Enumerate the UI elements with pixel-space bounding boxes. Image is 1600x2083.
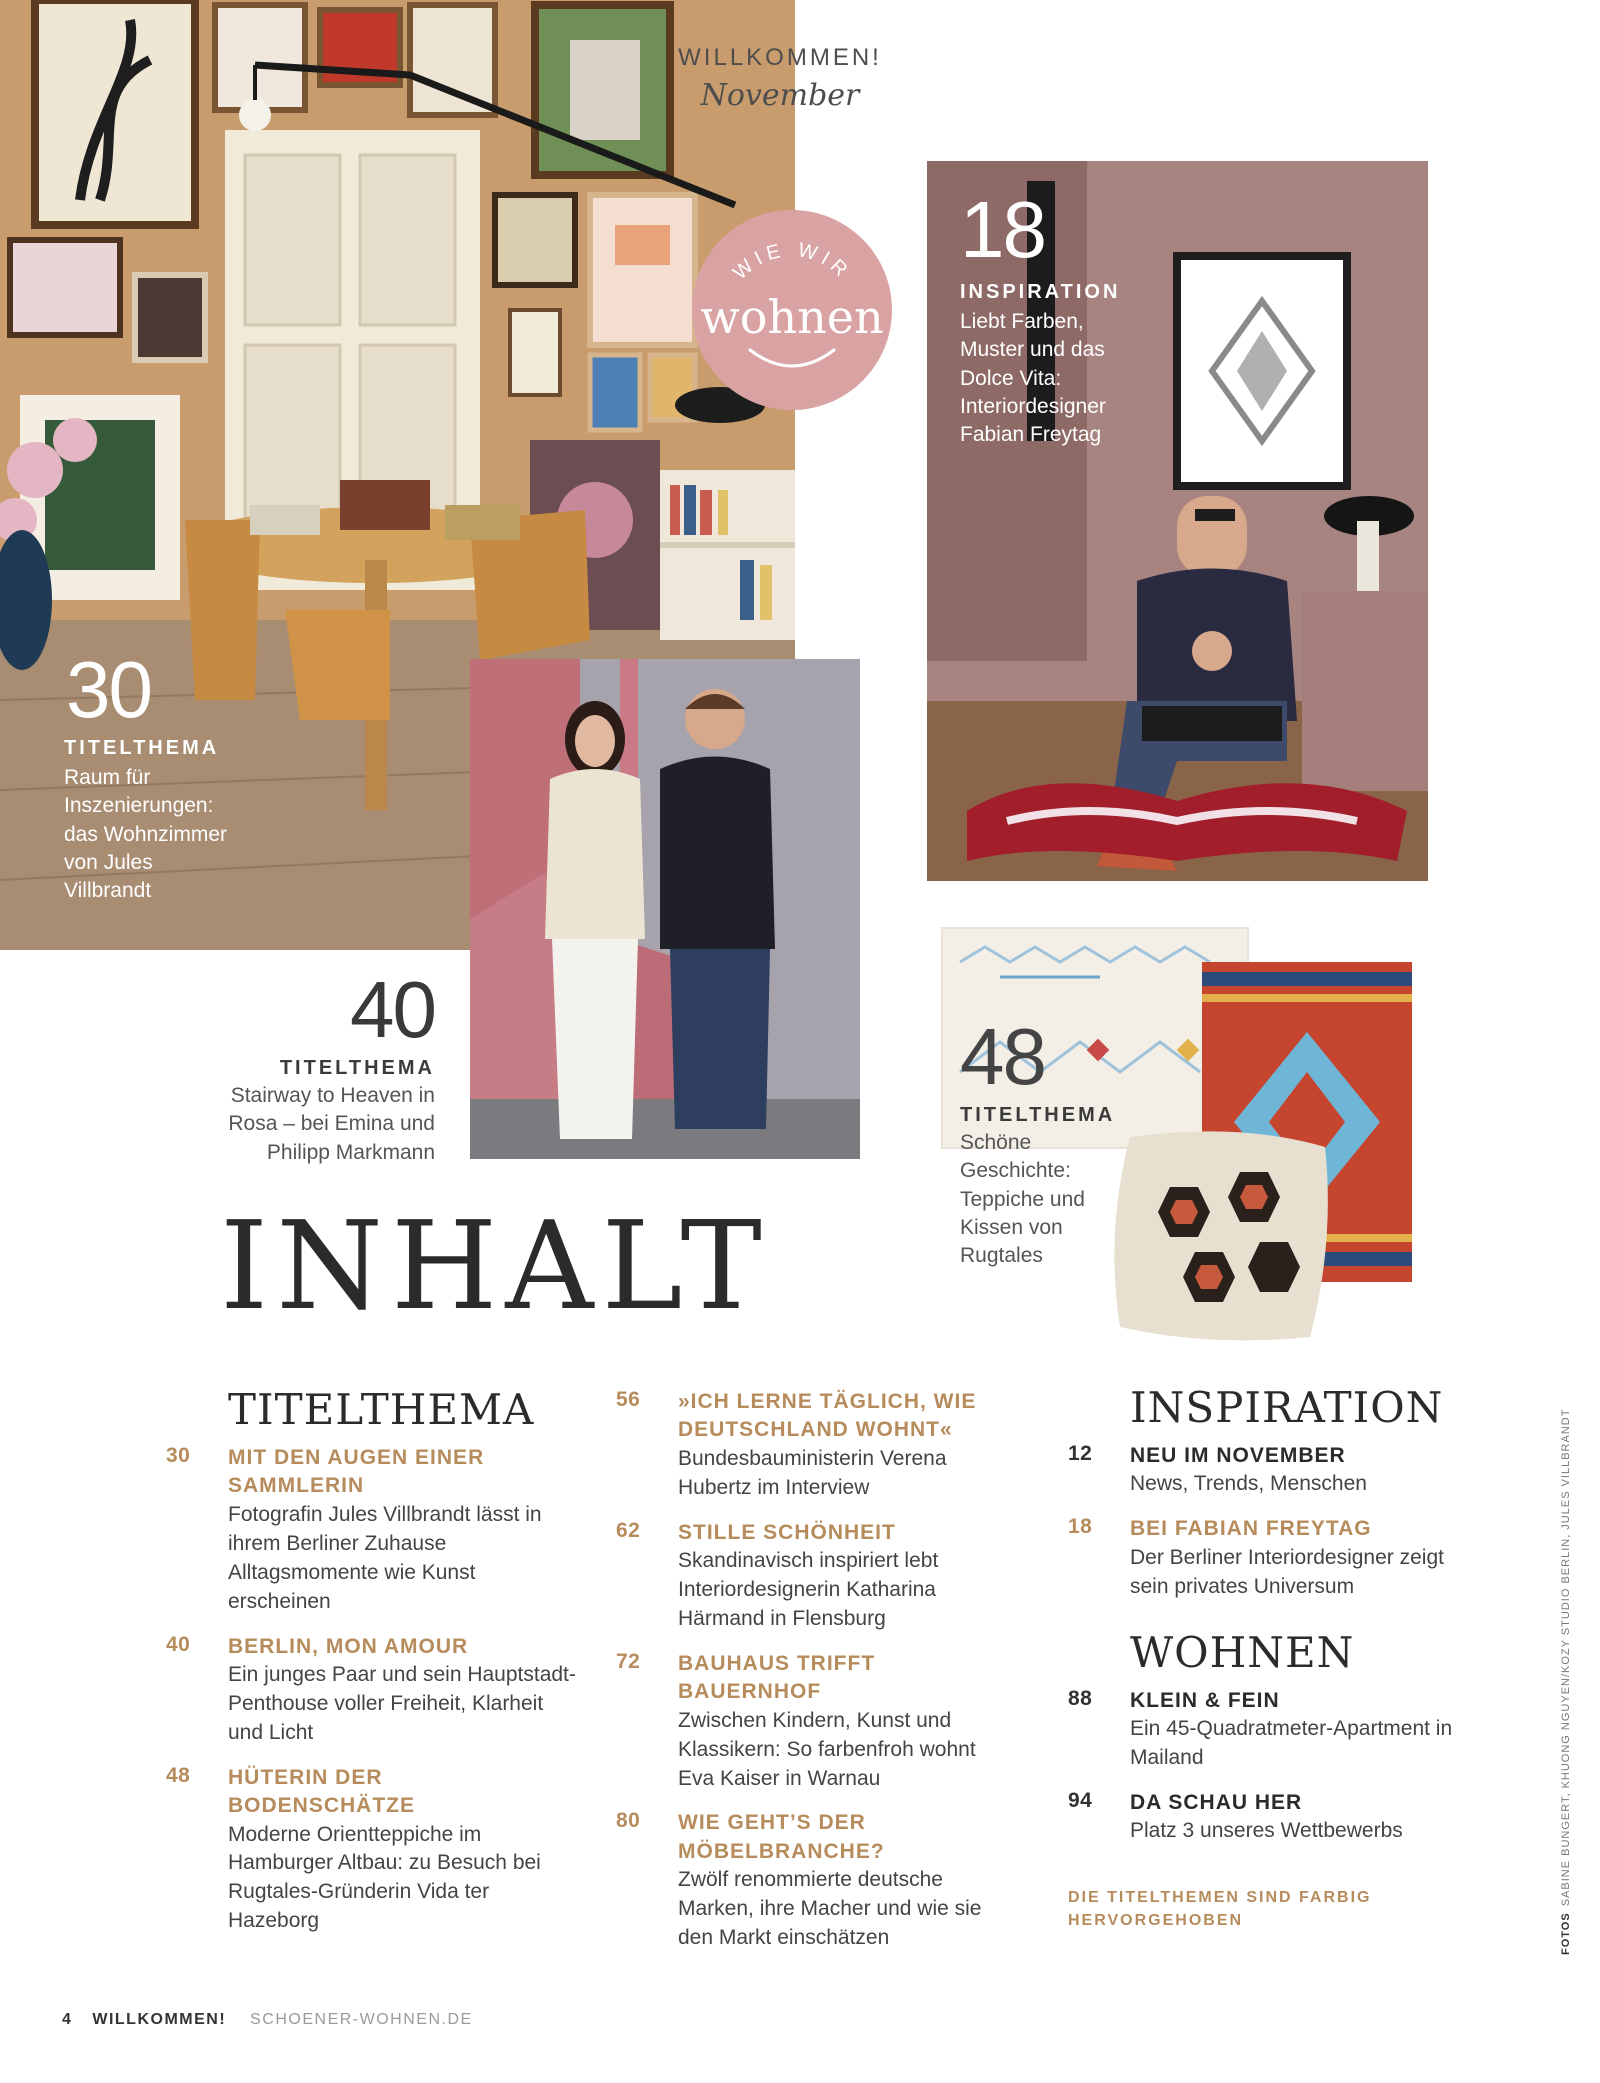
toc-entry[interactable] bbox=[616, 1650, 1016, 1794]
page-title: INHALT bbox=[220, 1195, 770, 1337]
toc-entry-desc: News, Trends, Menschen bbox=[1130, 1472, 1367, 1496]
toc-page-number: 56 bbox=[616, 1388, 641, 1411]
toc-right bbox=[1068, 1383, 1468, 1933]
credits-label: FOTOS bbox=[1560, 1912, 1572, 1955]
toc-titelthema bbox=[166, 1385, 576, 1948]
toc-entry[interactable] bbox=[1068, 1442, 1468, 1499]
toc-entry-desc: Der Berliner Interiordesigner zeigt sein privates Universum bbox=[1130, 1545, 1444, 1598]
toc-entry[interactable] bbox=[616, 1519, 1016, 1634]
toc-page-number: 80 bbox=[616, 1809, 641, 1833]
toc-entry-desc: Moderne Orientteppiche im Hamburger Altbau: zu Besuch bei Rugtales-Gründerin Vida ter Hazeborg bbox=[228, 1822, 541, 1933]
toc-entry-desc: Bundesbauministerin Verena Hubertz im Interview bbox=[678, 1446, 947, 1499]
toc-entry[interactable] bbox=[616, 1388, 1016, 1503]
feature-18-number: 18 bbox=[960, 185, 1045, 274]
feature-48-number: 48 bbox=[960, 1012, 1045, 1101]
toc-page-number: 94 bbox=[1068, 1788, 1093, 1812]
toc-entry-title: WIE GEHT’S DER MÖBELBRANCHE? bbox=[678, 1811, 885, 1863]
feature-40-number: 40 bbox=[350, 965, 435, 1054]
feature-30-text: Raum für Inszenierungen: das Wohnzimmer von Jules Villbrandt bbox=[64, 766, 227, 903]
feature-18-caption bbox=[960, 185, 1150, 450]
wohnen-badge bbox=[692, 210, 892, 410]
toc-entry[interactable] bbox=[1068, 1687, 1468, 1773]
toc-titelthema-heading: TITELTHEMA bbox=[228, 1385, 535, 1434]
footer-section: WILLKOMMEN! bbox=[92, 2011, 227, 2028]
toc-page-number: 12 bbox=[1068, 1442, 1093, 1465]
footer-site-link[interactable]: SCHOENER-WOHNEN.DE bbox=[250, 2011, 473, 2028]
footer-page-number: 4 bbox=[62, 2011, 73, 2028]
toc-inspiration-heading: INSPIRATION bbox=[1130, 1383, 1444, 1432]
toc-page-number: 88 bbox=[1068, 1686, 1093, 1710]
toc-entry-title: »ICH LERNE TÄGLICH, WIE DEUTSCHLAND WOHNT« bbox=[678, 1390, 977, 1442]
feature-48-text: Schöne Geschichte: Teppiche und Kissen von Rugtales bbox=[960, 1131, 1085, 1268]
toc-entry-title: DA SCHAU HER bbox=[1130, 1790, 1303, 1814]
badge-top-text: WIE WIR bbox=[729, 238, 856, 285]
toc-page-number: 40 bbox=[166, 1632, 191, 1656]
svg-text:WIE WIR bbox=[729, 239, 855, 285]
toc-entry[interactable] bbox=[166, 1633, 576, 1748]
toc-entry-title: STILLE SCHÖNHEIT bbox=[678, 1520, 896, 1544]
toc-entry-desc: Zwölf renommierte deutsche Marken, ihre Macher und wie sie den Markt einschätzen bbox=[678, 1868, 982, 1950]
header-section: WILLKOMMEN! bbox=[678, 44, 882, 71]
photo-credits bbox=[1546, 1395, 1572, 1955]
feature-48-caption bbox=[960, 1012, 1140, 1271]
toc-entry-title: NEU IM NOVEMBER bbox=[1130, 1444, 1346, 1467]
toc-entry-desc: Ein 45-Quadratmeter-Apartment in Mailand bbox=[1130, 1716, 1453, 1769]
badge-word: wohnen bbox=[700, 290, 884, 344]
feature-48-label: TITELTHEMA bbox=[960, 1104, 1116, 1126]
feature-40-caption bbox=[180, 965, 435, 1167]
toc-entry[interactable] bbox=[1068, 1789, 1468, 1846]
toc-entry-desc: Platz 3 unseres Wettbewerbs bbox=[1130, 1819, 1403, 1843]
feature-30-number: 30 bbox=[66, 645, 151, 734]
toc-page-number: 30 bbox=[166, 1444, 191, 1467]
toc-entry-title: MIT DEN AUGEN EINER SAMMLERIN bbox=[228, 1446, 485, 1498]
toc-entry[interactable] bbox=[166, 1764, 576, 1937]
toc-entry-title: BEI FABIAN FREYTAG bbox=[1130, 1517, 1372, 1541]
toc-entry-desc: Skandinavisch inspiriert lebt Interiordesignerin Katharina Härmand in Flensburg bbox=[678, 1548, 939, 1630]
credits-text: SABINE BUNGERT, KHUONG NGUYEN/KOZY STUDIO BERLIN, JULES VILLBRANDT bbox=[1560, 1408, 1572, 1907]
header-month: November bbox=[700, 78, 860, 113]
toc-entry[interactable] bbox=[616, 1809, 1016, 1953]
toc-note: DIE TITELTHEMEN SIND FARBIG HERVORGEHOBEN bbox=[1068, 1889, 1372, 1930]
feature-18-text: Liebt Farben, Muster und das Dolce Vita: Interiordesigner Fabian Freytag bbox=[960, 310, 1106, 447]
page-footer bbox=[62, 2011, 473, 2029]
toc-entry-title: BAUHAUS TRIFFT BAUERNHOF bbox=[678, 1651, 876, 1704]
toc-entry-title: KLEIN & FEIN bbox=[1130, 1688, 1280, 1712]
toc-middle bbox=[616, 1388, 1016, 1965]
toc-entry[interactable] bbox=[1068, 1515, 1468, 1601]
feature-30-caption bbox=[64, 645, 244, 906]
toc-entry-desc: Ein junges Paar und sein Hauptstadt-Penthouse voller Freiheit, Klarheit und Licht bbox=[228, 1662, 576, 1744]
feature-40-label: TITELTHEMA bbox=[279, 1057, 435, 1079]
toc-entry[interactable] bbox=[166, 1444, 576, 1617]
feature-40-text: Stairway to Heaven in Rosa – bei Emina und Philipp Markmann bbox=[228, 1084, 435, 1164]
toc-page-number: 62 bbox=[616, 1518, 641, 1542]
toc-wohnen-heading: WOHNEN bbox=[1130, 1627, 1355, 1677]
toc-entry-desc: Zwischen Kindern, Kunst und Klassikern: So farbenfroh wohnt Eva Kaiser in Warnau bbox=[678, 1708, 976, 1790]
toc-entry-desc: Fotografin Jules Villbrandt lässt in ihrem Berliner Zuhause Alltagsmomente wie Kunst erscheinen bbox=[228, 1502, 542, 1613]
feature-30-label: TITELTHEMA bbox=[64, 737, 220, 759]
toc-page-number: 48 bbox=[166, 1763, 191, 1787]
toc-entry-title: HÜTERIN DER BODENSCHÄTZE bbox=[228, 1765, 416, 1818]
photo-emina-philipp bbox=[470, 659, 860, 1159]
feature-18-label: INSPIRATION bbox=[960, 281, 1121, 303]
toc-entry-title: BERLIN, MON AMOUR bbox=[228, 1634, 469, 1658]
header bbox=[660, 44, 900, 113]
toc-page-number: 72 bbox=[616, 1649, 641, 1673]
toc-page-number: 18 bbox=[1068, 1515, 1093, 1539]
